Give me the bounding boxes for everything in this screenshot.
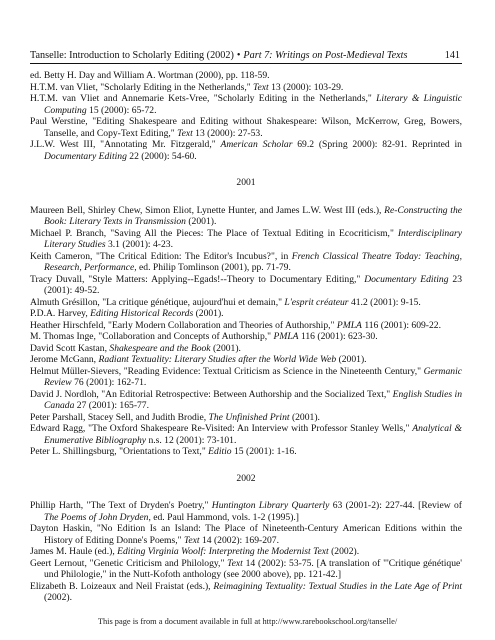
entry-text: (2001). (289, 411, 320, 423)
bibliography-entry (30, 331, 462, 343)
page-number: 141 (444, 50, 460, 61)
entry-text: 76 (2001): 162-71. (71, 377, 147, 388)
entry-title-italic: Huntington Library Quarterly (211, 500, 330, 511)
bibliography-entry (30, 205, 462, 228)
entry-text: 14 (2002): 169-207. (199, 534, 279, 546)
bibliography-entry (30, 93, 462, 116)
bibliography-entry (30, 320, 462, 332)
entry-text: Keith Cameron, "The Critical Edition: The Editor's Incubus?", in (30, 250, 292, 262)
bibliography-entry (30, 354, 462, 366)
entry-title-italic: American Scholar (220, 139, 293, 150)
entry-text: 27 (2001): 165-77. (74, 400, 149, 411)
bibliography-entry (30, 523, 462, 546)
entry-text: 13 (2000): 103-29. (268, 81, 344, 93)
entry-text: Michael P. Branch, "Saving All the Pieces: The Place of Textual Editing in Ecocriticism," (30, 227, 398, 239)
entry-text: 23 (2001): 49-52. (44, 273, 462, 296)
entry-title-italic: Radiant Textuality: Literary Studies after the World Wide Web (98, 354, 337, 365)
entry-title-italic: Interdisciplinary Literary Studies (44, 227, 462, 250)
bibliography-entry (30, 82, 462, 94)
header-section: Part 7: Writings on Post-Medieval Texts (243, 50, 408, 61)
entry-text: Jerome McGann, (30, 354, 99, 365)
entry-text: J.L.W. West III, "Annotating Mr. Fitzgerald," (30, 139, 221, 150)
entry-title-italic: The Unfinished Print (208, 411, 290, 423)
entry-text: Helmut Müller-Sievers, "Reading Evidence: Textual Criticism as Science in the Nineteenth Century," (30, 365, 424, 377)
entry-title-italic: Reimagining Textuality: Textual Studies in the Late Age of Print (213, 580, 462, 592)
entry-text: (2002). (328, 546, 360, 557)
entry-title-italic: French Classical Theatre Today: Teaching, Research, Performance (44, 250, 462, 273)
entry-text: Elizabeth B. Loizeaux and Neil Fraistat (eds.), (30, 580, 214, 592)
entry-text: David Scott Kastan, (30, 342, 110, 354)
entry-text: (2001). (336, 354, 367, 365)
entry-title-italic: PMLA (273, 331, 299, 342)
entry-title-italic: L'esprit créateur (284, 296, 349, 308)
bibliography-entry (30, 70, 462, 82)
bibliography-entry (30, 251, 462, 274)
entry-text: Geert Lernout, "Genetic Criticism and Philology," (30, 557, 228, 569)
entry-text: 41.2 (2001): 9-15. (348, 296, 421, 308)
entry-title-italic: Text (183, 534, 200, 546)
bibliography-entry (30, 500, 462, 523)
entry-text: H.T.M. van Vliet and Annemarie Kets-Vree, "Scholarly Editing in the Netherlands," (30, 93, 377, 104)
bibliography-entry (30, 228, 462, 251)
entry-title-italic: Text (253, 81, 269, 93)
entry-text: Almuth Grésillon, "La critique génétique, aujourd'hui et demain," (30, 296, 285, 308)
entry-text: H.T.M. van Vliet, "Scholarly Editing in the Netherlands," (30, 81, 254, 93)
entry-title-italic: Analytical & Enumerative Bibliography (44, 423, 462, 446)
bibliography-entry (30, 423, 462, 446)
entry-title-italic: English Studies in Canada (44, 388, 462, 411)
entry-title-italic: Documentary Editing (44, 150, 127, 162)
entry-text: Phillip Harth, "The Text of Dryden's Poetry," (30, 500, 212, 511)
bibliography-entry (30, 546, 462, 558)
entry-title-italic: Germanic Review (44, 365, 462, 388)
bibliography-entry (30, 308, 462, 320)
entry-text: James M. Haule (ed.), (30, 546, 118, 557)
entry-text: 14 (2002): 53-75. [A translation of "'Critique génétique' und Philologie," in the Nutt-Kofoth anthology (see 2000 above), pp. 121-42.] (44, 557, 462, 580)
entry-text: 116 (2001): 623-30. (298, 331, 378, 342)
running-header (30, 50, 462, 64)
bibliography-entry (30, 139, 462, 162)
bibliography-entry (30, 366, 462, 389)
header-separator: • (236, 50, 241, 61)
entry-title-italic: Re-Constructing the Book: Literary Texts in Transmission (44, 204, 462, 227)
entry-title-italic: Editio (208, 446, 232, 457)
entry-text: 22 (2000): 54-60. (126, 150, 197, 162)
entry-text: (2002). (44, 592, 72, 603)
entry-text: David J. Nordloh, "An Editorial Retrospective: Between Authorship and the Socialized Text," (30, 388, 393, 400)
entry-text: P.D.A. Harvey, (30, 308, 91, 319)
bibliography-entry (30, 389, 462, 412)
entry-text: M. Thomas Inge, "Collaboration and Concepts of Authorship," (30, 331, 274, 342)
entry-title-italic: The Poems of John Dryden (44, 511, 149, 523)
entry-title-italic: Literary & Linguistic Computing (44, 93, 462, 116)
entry-title-italic: Text (177, 127, 193, 139)
entry-text: , ed. Philip Tomlinson (2001), pp. 71-79. (134, 262, 291, 273)
entry-text: , ed. Paul Hammond, vols. 1-2 (1995).] (148, 511, 300, 523)
entry-text: Edward Ragg, "The Oxford Shakespeare Re-Visited: An Interview with Professor Stanley Wells," (30, 423, 413, 434)
entry-text: 3.1 (2001): 4-23. (105, 239, 173, 250)
bibliography-entry (30, 581, 462, 604)
entry-title-italic: PMLA (336, 319, 362, 331)
header-title: Tanselle: Introduction to Scholarly Editing (2002) (30, 50, 234, 61)
entry-title-italic: Editing Historical Records (90, 308, 194, 319)
page-footer: This page is from a document available in full at http://www.rarebookschool.org/tanselle/ (97, 617, 398, 626)
entry-text: Heather Hirschfeld, "Early Modern Collaboration and Theories of Authorship," (30, 319, 337, 331)
bibliography-entry (30, 343, 462, 355)
entry-text: (2001). (210, 342, 241, 354)
entry-title-italic: Shakespeare and the Book (109, 342, 211, 354)
entry-text: ed. Betty H. Day and William A. Wortman (2000), pp. 118-59. (30, 70, 270, 81)
entry-text: Peter L. Shillingsburg, "Orientations to Text," (30, 446, 209, 457)
bibliography-entry (30, 116, 462, 139)
entry-text: 15 (2001): 1-16. (231, 446, 297, 457)
bibliography-list (30, 70, 462, 604)
entry-text: 63 (2001-2): 227-44. [Review of (329, 500, 462, 511)
bibliography-entry (30, 297, 462, 309)
entry-text: 13 (2000): 27-53. (192, 127, 263, 139)
entry-title-italic: Text (227, 557, 243, 569)
bibliography-entry (30, 274, 462, 297)
year-heading: 2002 (236, 472, 256, 484)
bibliography-entry (30, 446, 462, 458)
entry-text: Dayton Haskin, "No Edition Is an Island: The Place of Nineteenth-Century American Editions within the History of Editing Donne's Poems," (30, 523, 462, 546)
year-heading: 2001 (236, 177, 256, 188)
entry-text: 69.2 (Spring 2000): 82-91. Reprinted in (292, 139, 462, 150)
bibliography-entry (30, 412, 462, 424)
entry-text: Tracy Duvall, "Style Matters: Applying--Egads!--Theory to Documentary Editing," (30, 273, 365, 285)
entry-text: (2001). (185, 216, 217, 227)
entry-text: Paul Werstine, "Editing Shakespeare and Editing without Shakespeare: Wilson, McKerrow, Greg, Bowers, Tanselle, and Copy-Text Editing," (30, 116, 462, 139)
entry-text: 116 (2001): 609-22. (361, 319, 441, 331)
entry-title-italic: Documentary Editing (364, 273, 449, 285)
entry-text: Maureen Bell, Shirley Chew, Simon Eliot, Lynette Hunter, and James L.W. West III (eds.), (30, 204, 385, 216)
entry-text: Peter Parshall, Stacey Sell, and Judith Brodie, (30, 411, 209, 423)
entry-text: (2001). (193, 308, 224, 319)
entry-title-italic: Editing Virginia Woolf: Interpreting the Modernist Text (117, 546, 329, 557)
entry-text: 15 (2000): 65-72. (86, 104, 157, 116)
entry-text: n.s. 12 (2001): 73-101. (146, 434, 237, 446)
bibliography-entry (30, 558, 462, 581)
